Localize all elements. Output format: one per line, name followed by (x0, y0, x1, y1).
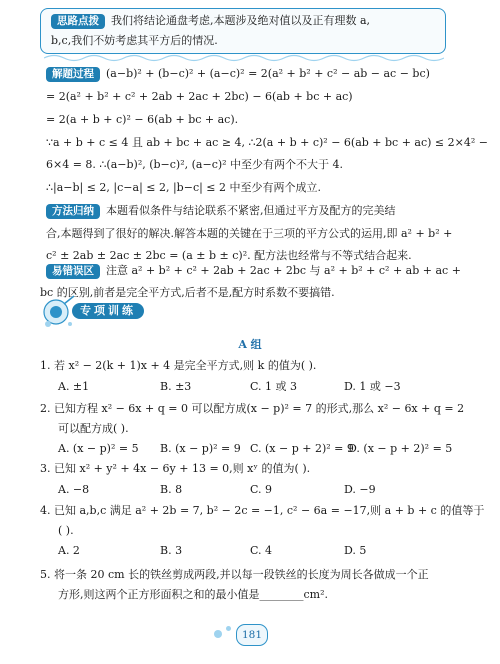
error-tag: 易错误区 (46, 264, 100, 279)
solution-tag: 解题过程 (46, 67, 100, 82)
q3-option-d: D. −9 (344, 483, 376, 496)
hint-line-1: 我们将结论通盘考虑,本题涉及绝对值以及正有理数 a, (111, 14, 371, 27)
q4-option-c: C. 4 (250, 544, 273, 557)
question-3-stem: 3. 已知 x² + y² + 4x − 6y + 13 = 0,则 xʸ 的值为( ). (40, 462, 311, 475)
solution-line-3: = 2(a + b + c)² − 6(ab + bc + ac). (46, 113, 239, 126)
hint-box (40, 8, 446, 54)
hint-line-2: b,c,我们不妨考虑其平方后的情况. (51, 34, 218, 47)
q2-option-b: B. (x − p)² = 9 (160, 442, 241, 455)
q1-option-a: A. ±1 (58, 380, 90, 393)
q3-option-c: C. 9 (250, 483, 273, 496)
q2-option-a: A. (x − p)² = 5 (58, 442, 139, 455)
divider-wave (44, 53, 444, 63)
q2-option-d: D. (x − p + 2)² = 5 (348, 442, 453, 455)
solution-line-2: = 2(a² + b² + c² + 2ab + 2ac + 2bc) − 6(ab + bc + ac) (46, 90, 353, 103)
solution-line-5: 6×4 = 8. ∴(a−b)², (b−c)², (a−c)² 中至少有两个不大于 4. (46, 158, 344, 171)
hint-tag: 思路点拨 (51, 14, 105, 29)
q4-option-b: B. 3 (160, 544, 183, 557)
question-2-stem-cont: 可以配方成( ). (58, 422, 129, 435)
footer-dot-decoration (226, 626, 231, 631)
question-5-stem: 5. 将一条 20 cm 长的铁丝剪成两段,并以每一段铁丝的长度为周长各做成一个正 (40, 568, 429, 581)
solution-line-4: ∵a + b + c ≤ 4 且 ab + bc + ac ≥ 4, ∴2(a + b + c)² − 6(ab + bc + ac) ≤ 2×4² − (46, 136, 488, 149)
method-line-1: 本题看似条件与结论联系不紧密,但通过平方及配方的完美结 (106, 204, 396, 217)
q2-option-c: C. (x − p + 2)² = 9 (250, 442, 354, 455)
footer-dot-decoration (214, 630, 222, 638)
question-4-stem: 4. 已知 a,b,c 满足 a² + 2b = 7, b² − 2c = −1, c² − 6a = −17,则 a + b + c 的值等于 (40, 504, 485, 517)
q3-option-a: A. −8 (58, 483, 90, 496)
solution-line-1: (a−b)² + (b−c)² + (a−c)² = 2(a² + b² + c² − ab − ac − bc) (106, 67, 430, 80)
q4-option-a: A. 2 (58, 544, 80, 557)
q1-option-d: D. 1 或 −3 (344, 380, 401, 393)
question-1-stem: 1. 若 x² − 2(k + 1)x + 4 是完全平方式,则 k 的值为( ). (40, 359, 317, 372)
solution-line-6: ∴|a−b| ≤ 2, |c−a| ≤ 2, |b−c| ≤ 2 中至少有两个成立. (46, 181, 322, 194)
method-line-3: c² ± 2ab ± 2ac ± 2bc = (a ± b ± c)². 配方法也经常与不等式结合起来. (46, 249, 412, 262)
question-5-stem-cont: 方形,则这两个正方形面积之和的最小值是________cm². (58, 588, 328, 601)
q4-option-d: D. 5 (344, 544, 367, 557)
q1-option-c: C. 1 或 3 (250, 380, 298, 393)
page-number: 181 (236, 624, 268, 646)
q3-option-b: B. 8 (160, 483, 183, 496)
method-tag: 方法归纳 (46, 204, 100, 219)
error-line-2: bc 的区别,前者是完全平方式,后者不是,配方时系数不要搞错. (40, 286, 335, 299)
error-line-1: 注意 a² + b² + c² + 2ab + 2ac + 2bc 与 a² + b² + c² + ab + ac + (106, 264, 461, 277)
question-2-stem: 2. 已知方程 x² − 6x + q = 0 可以配方成(x − p)² = 7 的形式,那么 x² − 6x + q = 2 (40, 402, 465, 415)
training-label: 专项训练 (72, 303, 144, 319)
q1-option-b: B. ±3 (160, 380, 192, 393)
method-line-2: 合,本题得到了很好的解决.解答本题的关键在于三项的平方公式的运用,即 a² + b² + (46, 227, 453, 240)
question-4-stem-cont: ( ). (58, 524, 74, 537)
group-title: A 组 (238, 338, 262, 351)
